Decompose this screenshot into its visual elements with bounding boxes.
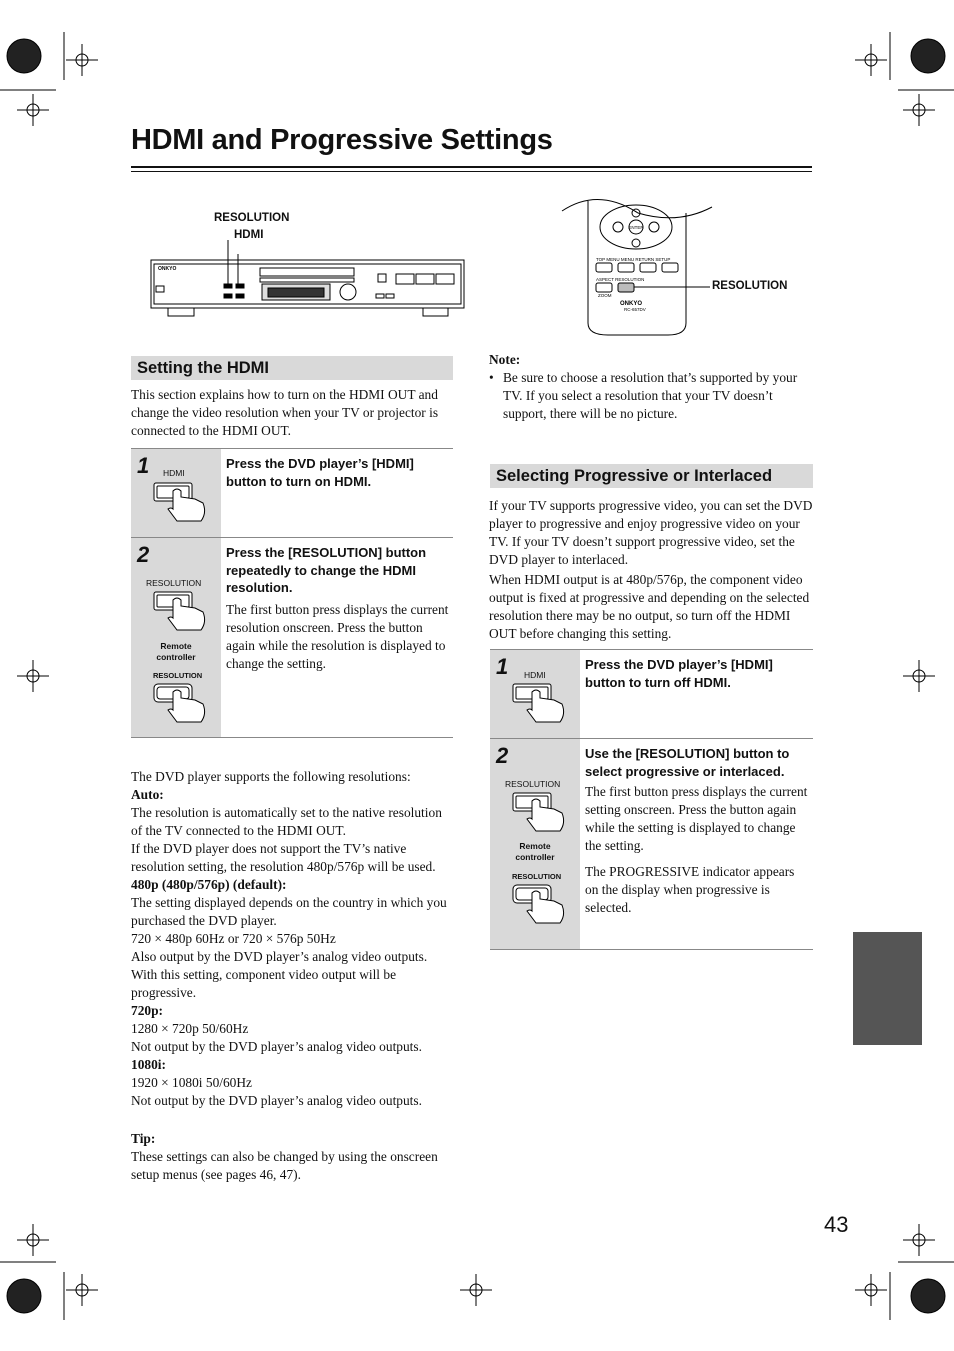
intro-paragraph: This section explains how to turn on the HDMI OUT and change the video resolution when your TV or projector is connected to the HDMI OUT.	[131, 387, 439, 438]
p720-label: 720p:	[131, 1003, 163, 1018]
progressive-intro	[489, 497, 813, 643]
dvd-player-illustration	[148, 240, 468, 320]
remote-controller-label: Remote controller	[156, 641, 196, 662]
svg-text:ENTER: ENTER	[628, 225, 644, 230]
figure-label-hdmi: HDMI	[234, 229, 264, 241]
svg-text:ONKYO: ONKYO	[158, 266, 177, 272]
title-rule-thin	[131, 171, 812, 172]
p480-text-3: Also output by the DVD player’s analog video outputs. With this setting, component video output will be progressive.	[131, 949, 428, 1000]
page-number: 43	[824, 1212, 849, 1237]
note-label: Note:	[489, 352, 521, 367]
finger-press-icon	[510, 789, 570, 834]
step-number: 1	[496, 654, 509, 679]
tip-label: Tip:	[131, 1131, 156, 1146]
progressive-para-1: If your TV supports progressive video, you can set the DVD player to progressive and enjoy progressive video on your TV. If your TV doesn’t support progressive video, set the DVD player to interlaced.	[489, 498, 813, 567]
remote-controller-label: Remote controller	[515, 841, 555, 862]
step-1-turn-off	[490, 649, 813, 739]
step-1-title: Press the DVD player’s [HDMI] button to turn off HDMI.	[585, 657, 773, 690]
finger-press-icon	[510, 680, 570, 725]
progressive-para-2: When HDMI output is at 480p/576p, the component video output is fixed at progressive and depending on the selected resolution there may be no output, so turn off the HDMI OUT before changing this setting.	[489, 572, 810, 641]
step-1-panel	[490, 650, 580, 738]
resolutions-intro: The DVD player supports the following resolutions:	[131, 769, 411, 784]
svg-text:ONKYO: ONKYO	[620, 301, 643, 307]
finger-press-icon	[151, 479, 211, 524]
section-heading-progressive: Selecting Progressive or Interlaced	[490, 464, 813, 488]
step-1-turn-on	[131, 448, 453, 538]
figure-label-resolution: RESOLUTION	[214, 212, 290, 224]
resolutions-list	[131, 768, 453, 1184]
finger-press-icon	[510, 881, 570, 926]
finger-press-icon	[151, 680, 211, 725]
step-2-select-progressive	[490, 738, 813, 950]
page-title: HDMI and Progressive Settings	[131, 124, 553, 156]
note-bullet-text: Be sure to choose a resolution that’s supported by your TV. If you select a resolution that your TV doesn’t support, there will be no picture.	[503, 370, 798, 421]
step-number: 2	[137, 542, 150, 567]
p480-label: 480p (480p/576p) (default):	[131, 877, 287, 892]
i1080-label: 1080i:	[131, 1057, 166, 1072]
svg-text:ASPECT RESOLUTION: ASPECT RESOLUTION	[596, 277, 645, 282]
hdmi-button-label: HDMI	[163, 468, 185, 478]
p480-text-1: The setting displayed depends on the country in which you purchased the DVD player.	[131, 895, 447, 928]
tip-text: These settings can also be changed by using the onscreen setup menus (see pages 46, 47).	[131, 1149, 438, 1182]
step-2-body: The first button press displays the current resolution onscreen. Press the button again while the resolution is displayed to change the setting.	[226, 601, 449, 671]
auto-label: Auto:	[131, 787, 164, 802]
hdmi-button-label: HDMI	[524, 670, 546, 680]
note-block	[489, 351, 812, 423]
step-2-content	[226, 544, 452, 673]
remote-label-resolution: RESOLUTION	[712, 280, 788, 292]
step-1-panel	[131, 449, 221, 537]
step-2-panel	[131, 538, 221, 737]
svg-text:RC-657DV: RC-657DV	[624, 307, 646, 312]
auto-text-1: The resolution is automatically set to the native resolution of the TV connected to the HDMI OUT.	[131, 805, 442, 838]
step-2-content	[585, 745, 811, 917]
p480-text-2: 720 × 480p 60Hz or 720 × 576p 50Hz	[131, 931, 336, 946]
step-2-title: Use the [RESOLUTION] button to select progressive or interlaced.	[585, 746, 790, 779]
chapter-side-tab	[853, 932, 922, 1045]
step-2-title: Press the [RESOLUTION] button repeatedly to change the HDMI resolution.	[226, 545, 427, 595]
i1080-text-1: 1920 × 1080i 50/60Hz	[131, 1075, 252, 1090]
p720-text-1: 1280 × 720p 50/60Hz	[131, 1021, 249, 1036]
svg-text:ZOOM: ZOOM	[598, 293, 612, 298]
step-2-change-resolution	[131, 537, 453, 738]
svg-text:TOP MENU MENU RETURN S: TOP MENU MENU RETURN SETUP	[596, 257, 671, 262]
setting-hdmi-intro	[131, 386, 453, 440]
remote-resolution-label: RESOLUTION	[512, 872, 562, 881]
remote-control-illustration	[558, 195, 718, 340]
bullet: •	[489, 370, 494, 385]
finger-press-icon	[151, 588, 211, 633]
step-1-title: Press the DVD player’s [HDMI] button to turn on HDMI.	[226, 456, 414, 489]
step-2-panel	[490, 739, 580, 949]
step-2-body-2: The PROGRESSIVE indicator appears on the display when progressive is selected.	[585, 864, 795, 915]
resolution-button-label: RESOLUTION	[146, 578, 202, 588]
step-number: 1	[137, 453, 150, 478]
remote-resolution-label: RESOLUTION	[153, 671, 203, 680]
step-number: 2	[496, 743, 509, 768]
section-heading-setting-hdmi: Setting the HDMI	[131, 356, 453, 380]
step-2-body-1: The first button press displays the current setting onscreen. Press the button again while the setting is displayed to change the setting.	[585, 784, 808, 853]
p720-text-2: Not output by the DVD player’s analog video outputs.	[131, 1039, 422, 1054]
i1080-text-2: Not output by the DVD player’s analog video outputs.	[131, 1093, 422, 1108]
title-rule	[131, 166, 812, 168]
resolution-button-label: RESOLUTION	[505, 779, 561, 789]
auto-text-2: If the DVD player does not support the TV’s native resolution setting, the resolution 480p/576p will be used.	[131, 841, 436, 874]
